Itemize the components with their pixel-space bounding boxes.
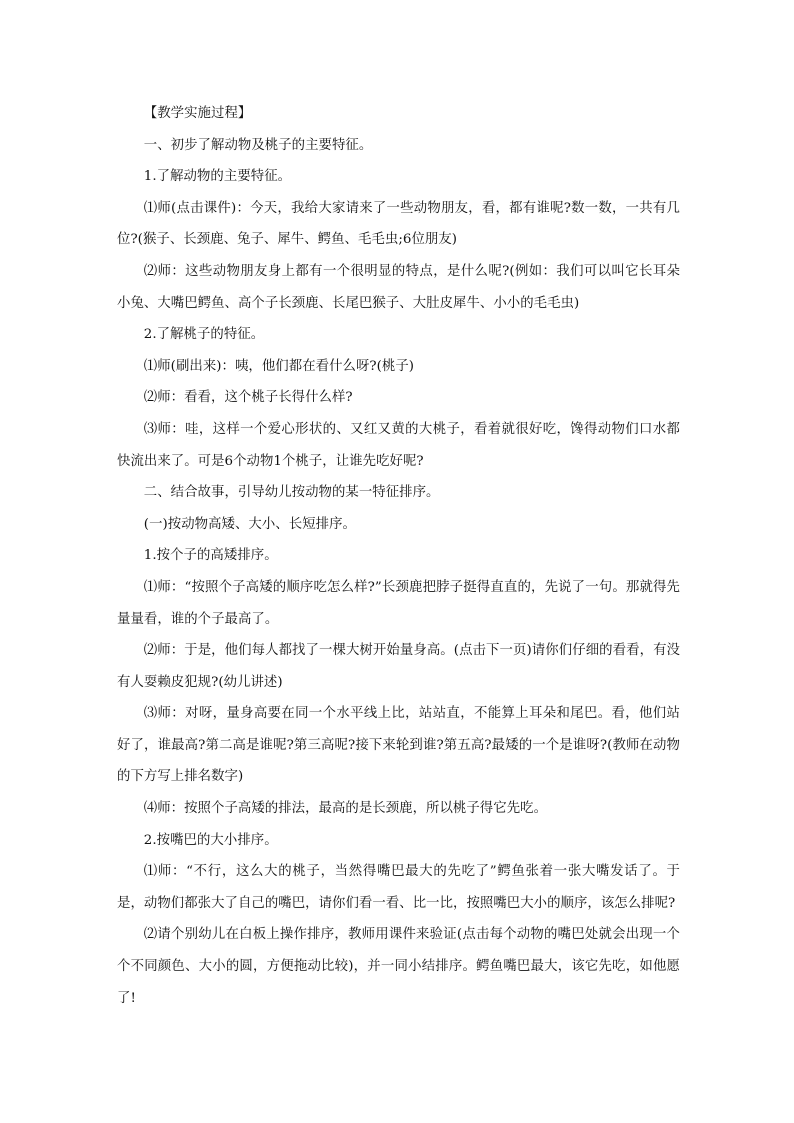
part-one-heading: 一、初步了解动物及桃子的主要特征。 <box>143 137 373 153</box>
section-heading: 【教学实施过程】 <box>143 106 252 121</box>
subheading-peach-features: 2.了解桃子的特征。 <box>143 327 265 343</box>
paragraph: ⑴师(刷出来)：咦，他们都在看什么呀?(桃子) <box>143 358 415 374</box>
paragraph: ⑵师：看看，这个桃子长得什么样? <box>143 390 353 406</box>
paragraph: ⑴师：“按照个子高矮的顺序吃怎么样?”长颈鹿把脖子挺得直直的，先说了一句。那就得先量量看，谁的个子最高了。 <box>117 579 680 627</box>
paragraph: ⑵师：于是，他们每人都找了一棵大树开始量身高。(点击下一页)请你们仔细的看看，有没有人耍赖皮犯规?(幼儿讲述) <box>117 643 680 690</box>
paragraph: ⑴师：“不行，这么大的桃子，当然得嘴巴最大的先吃了”鳄鱼张着一张大嘴发话了。于是，动物们都张大了自己的嘴巴，请你们看一看、比一比，按照嘴巴大小的顺序，该怎么排呢? <box>117 864 680 911</box>
subheading-mouth-order: 2.按嘴巴的大小排序。 <box>143 832 278 848</box>
subheading-animal-features: 1.了解动物的主要特征。 <box>143 169 292 185</box>
subsection-heading: (一)按动物高矮、大小、长短排序。 <box>143 516 356 532</box>
paragraph: ⑵师：这些动物朋友身上都有一个很明显的特点，是什么呢?(例如：我们可以叫它长耳朵小兔、大嘴巴鳄鱼、高个子长颈鹿、长尾巴猴子、大肚皮犀牛、小小的毛毛虫) <box>117 263 680 311</box>
subheading-height-order: 1.按个子的高矮排序。 <box>143 548 278 564</box>
paragraph: ⑶师：哇，这样一个爱心形状的、又红又黄的大桃子，看着就很好吃，馋得动物们口水都快流出来了。可是6个动物1个桃子，让谁先吃好呢? <box>117 421 680 469</box>
document-body <box>117 98 680 1014</box>
paragraph: ⑵请个别幼儿在白板上操作排序，教师用课件来验证(点击每个动物的嘴巴处就会出现一个个不同颜色、大小的圆，方便拖动比较)，并一同小结排序。鳄鱼嘴巴最大，该它先吃，如他愿了! <box>117 927 680 1006</box>
paragraph: ⑷师：按照个子高矮的排法，最高的是长颈鹿，所以桃子得它先吃。 <box>143 801 548 817</box>
part-two-heading: 二、结合故事，引导幼儿按动物的某一特征排序。 <box>143 485 440 501</box>
paragraph: ⑶师：对呀，量身高要在同一个水平线上比，站站直，不能算上耳朵和尾巴。看，他们站好了，谁最高?第二高是谁呢?第三高呢?接下来轮到谁?第五高?最矮的一个是谁呀?(教师在动物的下方写上排名数字) <box>117 706 680 785</box>
paragraph: ⑴师(点击课件)：今天，我给大家请来了一些动物朋友，看，都有谁呢?数一数，一共有几位?(猴子、长颈鹿、兔子、犀牛、鳄鱼、毛毛虫;6位朋友) <box>117 200 680 248</box>
